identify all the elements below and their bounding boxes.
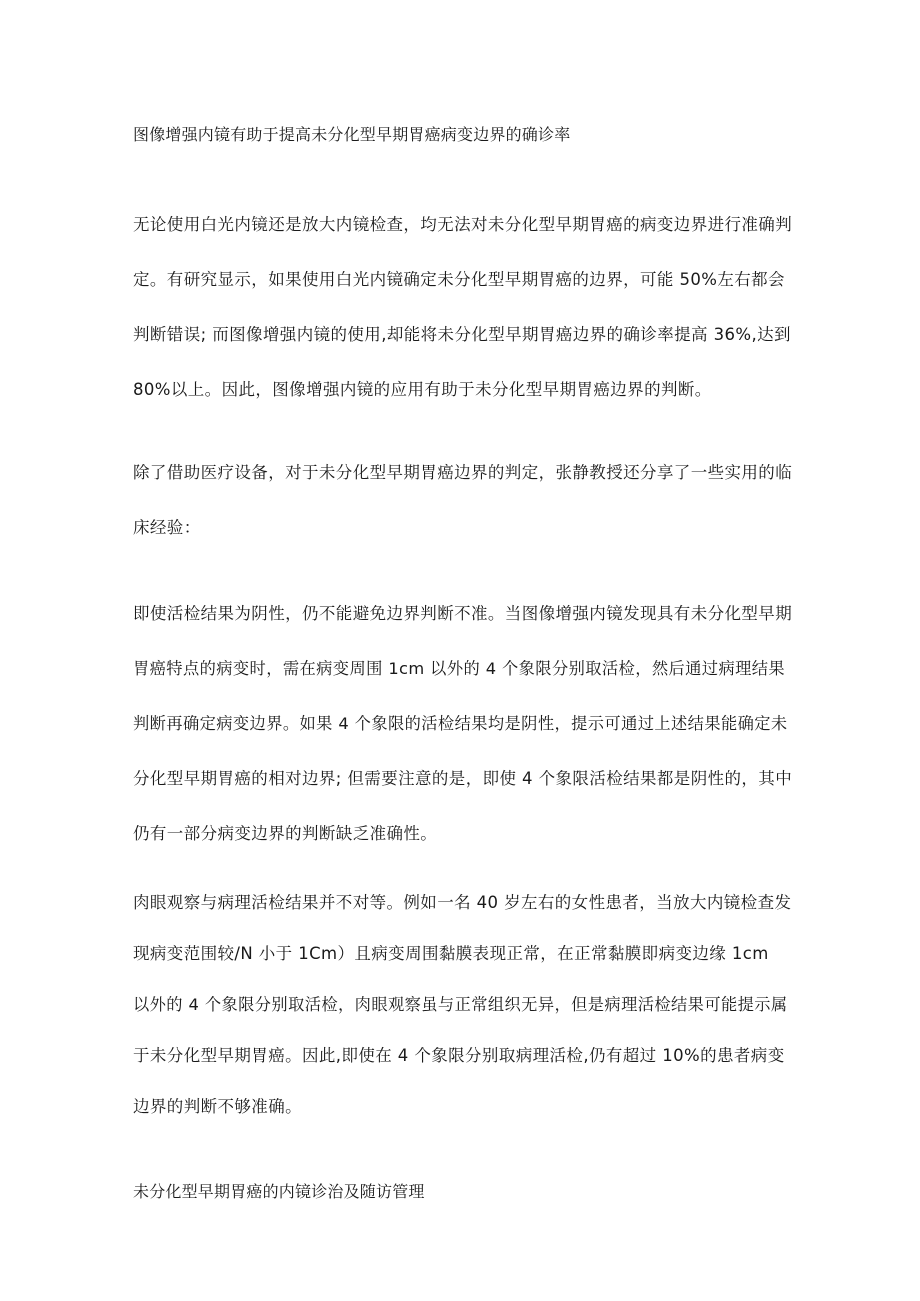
- paragraph-line: 80%以上。因此，图像增强内镜的应用有助于未分化型早期胃癌边界的判断。: [133, 380, 712, 399]
- paragraph-line: 边界的判断不够准确。: [133, 1097, 302, 1116]
- paragraph-line: 判断再确定病变边界。如果 4 个象限的活检结果均是阴性，提示可通过上述结果能确定未: [133, 714, 788, 733]
- paragraph-line: 现病变范围较/N 小于 1Cm）且病变周围黏膜表现正常，在正常黏膜即病变边缘 1cm: [133, 944, 769, 963]
- paragraph-line: 定。有研究显示，如果使用白光内镜确定未分化型早期胃癌的边界，可能 50%左右都会: [133, 270, 785, 289]
- paragraph-line: 分化型早期胃癌的相对边界; 但需要注意的是，即使 4 个象限活检结果都是阴性的，其中: [133, 769, 793, 788]
- paragraph-line: 即使活检结果为阴性，仍不能避免边界判断不准。当图像增强内镜发现具有未分化型早期: [133, 604, 793, 623]
- section-heading: 图像增强内镜有助于提高未分化型早期胃癌病变边界的确诊率: [133, 125, 571, 144]
- paragraph-line: 判断错误; 而图像增强内镜的使用,却能将未分化型早期胃癌边界的确诊率提高 36%,达到: [133, 325, 791, 344]
- paragraph-line: 无论使用白光内镜还是放大内镜检查，均无法对未分化型早期胃癌的病变边界进行准确判: [133, 215, 793, 234]
- paragraph-line: 仍有一部分病变边界的判断缺乏准确性。: [133, 824, 438, 843]
- paragraph-line: 除了借助医疗设备，对于未分化型早期胃癌边界的判定，张静教授还分享了一些实用的临: [133, 463, 793, 482]
- paragraph-line: 肉眼观察与病理活检结果并不对等。例如一名 40 岁左右的女性患者，当放大内镜检查发: [133, 893, 792, 912]
- section-subtitle: 未分化型早期胃癌的内镜诊治及随访管理: [133, 1182, 425, 1201]
- paragraph-line: 胃癌特点的病变时，需在病变周围 1cm 以外的 4 个象限分别取活检，然后通过病理结果: [133, 659, 786, 678]
- paragraph-line: 床经验：: [133, 518, 201, 537]
- paragraph-line: 以外的 4 个象限分别取活检，肉眼观察虽与正常组织无异，但是病理活检结果可能提示属: [133, 995, 788, 1014]
- paragraph-line: 于未分化型早期胃癌。因此,即使在 4 个象限分别取病理活检,仍有超过 10%的患者病变: [133, 1046, 785, 1065]
